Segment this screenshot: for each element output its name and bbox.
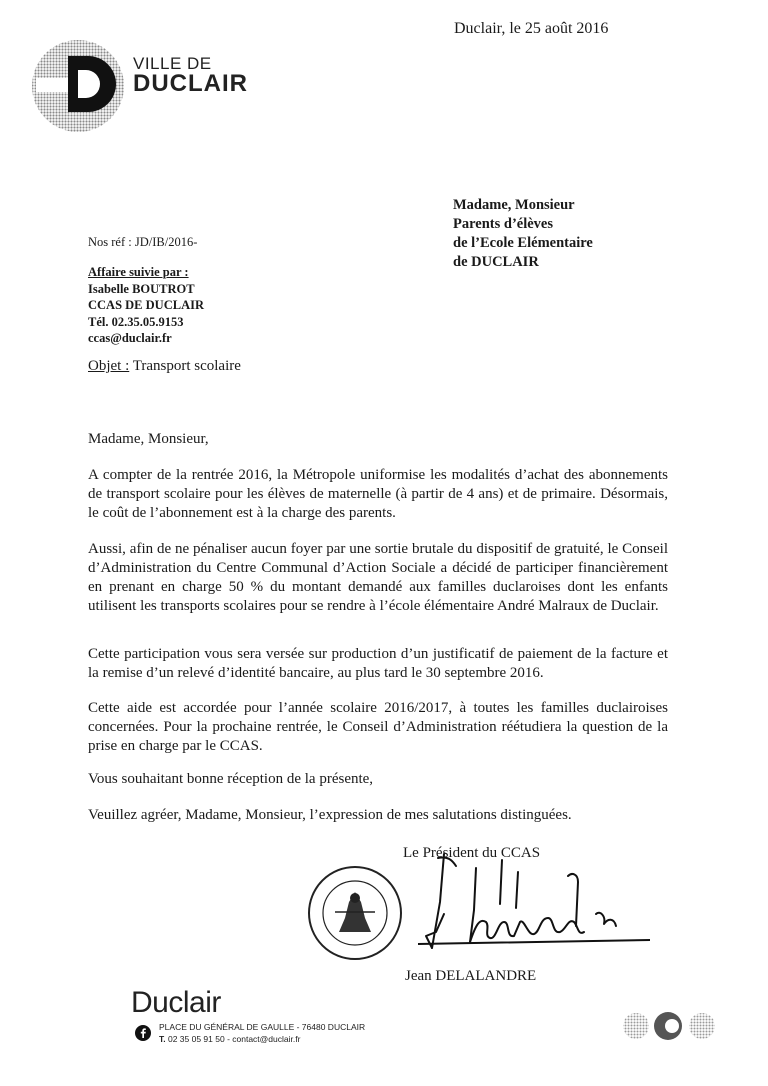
footer-address: PLACE DU GÉNÉRAL DE GAULLE - 76480 DUCLAIR (159, 1022, 366, 1032)
paragraph: Veuillez agréer, Madame, Monsieur, l’expression de mes salutations distinguées. (88, 807, 572, 823)
official-stamp-icon (305, 862, 405, 964)
recipient-line: de l’Ecole Elémentaire (453, 235, 593, 251)
affaire-line: Isabelle BOUTROT (88, 281, 195, 296)
paragraph: Aussi, afin de ne pénaliser aucun foyer par une sortie brutale du dispositif de gratuité, le Conseil d’Administration du Centre Communal d’Action Sociale a décidé de participer financièrement en prenant en charge 50 % du montant demandé aux familles duclaroises dont les enfants utilisent les transports scolaires pour se rendre à l’école élémentaire André Malraux de Duclair. (88, 541, 668, 614)
affaire-heading: Affaire suivie par : (88, 265, 189, 279)
affaire-email: ccas@duclair.fr (88, 331, 172, 345)
signatory-title: Le Président du CCAS (403, 845, 541, 861)
logo-duclair: DUCLAIR (133, 70, 248, 97)
recipient-line: Madame, Monsieur (453, 197, 575, 213)
footer-contact: 02 35 05 91 50 - contact@duclair.fr (165, 1034, 301, 1044)
letter-date: Duclair, le 25 août 2016 (454, 20, 609, 37)
recipient-line: de DUCLAIR (453, 254, 539, 270)
footer-brand: Duclair (131, 986, 221, 1019)
facebook-icon[interactable] (135, 1025, 151, 1041)
footer-contact-line (159, 1033, 365, 1045)
footer-address-block (159, 1021, 365, 1045)
affaire-line: CCAS DE DUCLAIR (88, 298, 204, 312)
duclair-logo-icon (28, 36, 132, 136)
paragraph: Cette aide est accordée pour l’année scolaire 2016/2017, à toutes les familles duclairoises concernées. Pour la prochaine rentrée, le Conseil d’Administration réétudiera la question de la prise en charge par le CCAS. (88, 700, 668, 754)
footer-contact-prefix: T. (159, 1034, 166, 1044)
partner-logos-icon (618, 1006, 722, 1046)
affaire-block (88, 264, 204, 347)
affaire-line: Tél. 02.35.05.9153 (88, 314, 184, 329)
salutation: Madame, Monsieur, (88, 431, 209, 447)
reference: Nos réf : JD/IB/2016- (88, 235, 198, 249)
subject-line (88, 358, 241, 375)
subject-label: Objet : (88, 358, 130, 374)
paragraph: A compter de la rentrée 2016, la Métropole uniformise les modalités d’achat des abonnements de transport scolaire pour les élèves de maternelle (à partir de 4 ans) et de primaire. Désormais, le coût de l’abonnement est à la charge des parents. (88, 467, 668, 521)
signatory-name: Jean DELALANDRE (405, 968, 537, 984)
handwritten-signature (418, 852, 650, 962)
paragraph: Vous souhaitant bonne réception de la présente, (88, 771, 374, 787)
paragraph: Cette participation vous sera versée sur production d’un justificatif de paiement de la facture et la remise d’un relevé d’identité bancaire, au plus tard le 30 septembre 2016. (88, 646, 668, 681)
recipient-block (453, 196, 593, 272)
recipient-line: Parents d’élèves (453, 216, 553, 232)
subject-value: Transport scolaire (129, 358, 241, 374)
logo-ville-de: VILLE DE (133, 54, 212, 73)
